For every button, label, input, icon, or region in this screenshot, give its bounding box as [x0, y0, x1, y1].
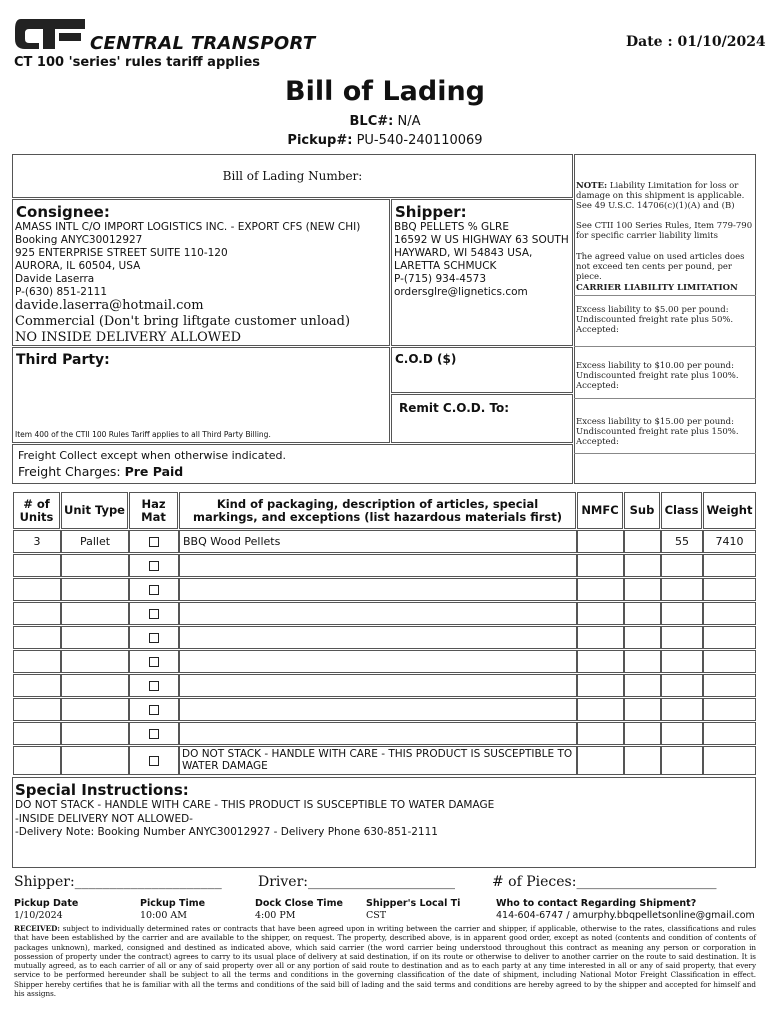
cell-class[interactable] — [661, 626, 703, 649]
received-terms — [14, 924, 756, 998]
liability-option-15[interactable]: Excess liability to $15.00 per pound: Undiscounted freight rate plus 150%. Accepted: — [576, 417, 739, 447]
page-title: Bill of Lading — [285, 76, 485, 107]
shipper-line: 16592 W US HIGHWAY 63 SOUTH — [394, 234, 569, 246]
cell-weight[interactable]: 7410 — [703, 530, 756, 553]
shipper-line: HAYWARD, WI 54843 USA, — [394, 247, 533, 259]
cell-class[interactable] — [661, 698, 703, 721]
pickup-date-value: 1/10/2024 — [14, 910, 63, 921]
cell-nmfc[interactable] — [577, 674, 624, 697]
cod-box[interactable] — [391, 347, 573, 393]
freight-charges-value: Pre Paid — [124, 464, 184, 479]
cell-nmfc[interactable] — [577, 650, 624, 673]
remit-cod-box[interactable] — [391, 394, 573, 443]
cell-type[interactable] — [61, 626, 129, 649]
cod-heading: C.O.D ($) — [395, 352, 457, 366]
pickup-time-value: 10:00 AM — [140, 910, 187, 921]
pieces-line[interactable]: # of Pieces:____________________ — [492, 874, 717, 890]
shipper-line: LARETTA SCHMUCK — [394, 260, 497, 272]
third-party-box — [12, 347, 390, 443]
special-instructions-text — [15, 799, 494, 840]
consignee-heading: Consignee: — [16, 203, 110, 221]
col-header-unit-type: Unit Type — [61, 492, 128, 529]
freight-collect-note: Freight Collect except when otherwise indicated. — [18, 449, 287, 462]
cell-nmfc[interactable] — [577, 698, 624, 721]
cell-desc[interactable] — [179, 650, 577, 673]
hazmat-checkbox[interactable] — [149, 537, 159, 547]
cell-type[interactable] — [61, 650, 129, 673]
hazmat-checkbox[interactable] — [149, 633, 159, 643]
cell-sub[interactable] — [624, 698, 661, 721]
col-header-nmfc: NMFC — [577, 492, 623, 529]
last-row-description[interactable]: DO NOT STACK - HANDLE WITH CARE - THIS PRODUCT IS SUSCEPTIBLE TO WATER DAMAGE — [179, 746, 577, 775]
hazmat-checkbox[interactable] — [149, 756, 159, 766]
consignee-line: P-(630) 851-2111 — [15, 286, 108, 298]
shipper-local-time-label: Shipper's Local Ti — [366, 898, 461, 909]
cell-weight[interactable] — [703, 722, 756, 745]
cell-sub[interactable] — [624, 722, 661, 745]
hazmat-checkbox[interactable] — [149, 705, 159, 715]
cell-type[interactable]: Pallet — [61, 530, 129, 553]
central-transport-logo — [15, 15, 87, 51]
cell-units[interactable] — [13, 602, 61, 625]
cell-weight[interactable] — [703, 698, 756, 721]
pickup-time-label: Pickup Time — [140, 898, 206, 909]
cell-nmfc[interactable] — [577, 626, 624, 649]
consignee-address — [15, 221, 360, 299]
contact-value: 414-604-6747 / amurphy.bbqpelletsonline@gmail.com — [496, 910, 755, 921]
cell-units[interactable] — [13, 698, 61, 721]
shipper-address — [394, 221, 569, 299]
date-label: Date : — [626, 34, 673, 50]
consignee-line: AURORA, IL 60504, USA — [15, 260, 141, 272]
cell-class[interactable] — [661, 578, 703, 601]
liability-agreed-value: The agreed value on used articles does not exceed ten cents per pound, per piece. — [576, 252, 745, 282]
liability-note — [576, 181, 756, 211]
shipper-heading: Shipper: — [395, 203, 467, 221]
shipper-line: ordersglre@lignetics.com — [394, 286, 528, 298]
cell-class[interactable] — [661, 674, 703, 697]
hazmat-checkbox[interactable] — [149, 681, 159, 691]
cell-units[interactable] — [13, 626, 61, 649]
cell-class[interactable] — [661, 650, 703, 673]
cell-type[interactable] — [61, 578, 129, 601]
hazmat-checkbox[interactable] — [149, 585, 159, 595]
cell-class[interactable]: 55 — [661, 530, 703, 553]
consignee-line: AMASS INTL C/O IMPORT LOGISTICS INC. - EXPORT CFS (NEW CHI) — [15, 221, 361, 233]
table-row — [13, 674, 756, 697]
freight-charges — [18, 464, 183, 479]
cell-sub[interactable] — [624, 650, 661, 673]
cell-type[interactable] — [61, 554, 129, 577]
remit-cod-heading: Remit C.O.D. To: — [399, 401, 510, 415]
cell-nmfc[interactable] — [577, 530, 624, 553]
cell-units[interactable] — [13, 674, 61, 697]
table-row — [13, 626, 756, 649]
cell-units[interactable] — [13, 650, 61, 673]
cell-weight[interactable] — [703, 602, 756, 625]
cell-nmfc[interactable] — [577, 602, 624, 625]
blc-value: N/A — [397, 114, 421, 129]
cell-type[interactable] — [61, 698, 129, 721]
consignee-line: 925 ENTERPRISE STREET SUITE 110-120 — [15, 247, 228, 259]
cell-class[interactable] — [661, 722, 703, 745]
cell-sub[interactable] — [624, 626, 661, 649]
consignee-note-inside: NO INSIDE DELIVERY ALLOWED — [15, 330, 242, 345]
cell-units[interactable] — [13, 722, 61, 745]
hazmat-checkbox[interactable] — [149, 609, 159, 619]
shipper-line: BBQ PELLETS % GLRE — [394, 221, 509, 233]
cell-units[interactable] — [13, 578, 61, 601]
pickup-label: Pickup#: — [287, 133, 353, 148]
consignee-note-liftgate: Commercial (Don't bring liftgate customer unload) — [15, 314, 351, 329]
cell-sub[interactable] — [624, 602, 661, 625]
cell-sub[interactable] — [624, 554, 661, 577]
cell-units[interactable] — [13, 554, 61, 577]
cell-sub[interactable] — [624, 674, 661, 697]
col-header-sub: Sub — [624, 492, 660, 529]
liability-rules: See CTII 100 Series Rules, Item 779-790 for specific carrier liability limits — [576, 221, 753, 241]
cell-weight[interactable] — [703, 674, 756, 697]
shipper-signature-line[interactable]: Shipper:_____________________ — [14, 874, 222, 890]
table-row — [13, 602, 756, 625]
consignee-line: Booking ANYC30012927 — [15, 234, 143, 246]
cell-sub[interactable] — [624, 578, 661, 601]
date-value: 01/10/2024 — [677, 34, 766, 50]
liability-note-label: NOTE: — [576, 181, 608, 191]
table-row — [13, 530, 756, 553]
special-line: -INSIDE DELIVERY NOT ALLOWED- — [15, 812, 193, 825]
cell-type[interactable] — [61, 722, 129, 745]
cell-type[interactable] — [61, 602, 129, 625]
received-label: RECEIVED: — [14, 924, 60, 933]
special-instructions-box — [12, 777, 756, 868]
cell-desc[interactable] — [179, 554, 577, 577]
blc-field — [0, 114, 770, 129]
cell-desc[interactable] — [179, 602, 577, 625]
cell-weight[interactable] — [703, 650, 756, 673]
contact-label: Who to contact Regarding Shipment? — [496, 898, 697, 909]
dock-close-value: 4:00 PM — [255, 910, 296, 921]
pickup-value: PU-540-240110069 — [356, 133, 483, 148]
tariff-note: CT 100 'series' rules tariff applies — [14, 55, 261, 70]
shipper-line: P-(715) 934-4573 — [394, 273, 487, 285]
cell-desc[interactable] — [179, 698, 577, 721]
blc-label: BLC#: — [349, 114, 394, 129]
cell-nmfc[interactable] — [577, 722, 624, 745]
cell-type[interactable] — [61, 674, 129, 697]
pickup-number-field — [0, 133, 770, 148]
cell-nmfc[interactable] — [577, 578, 624, 601]
carrier-liability-heading: CARRIER LIABILITY LIMITATION — [576, 283, 738, 293]
third-party-note: Item 400 of the CTII 100 Rules Tariff applies to all Third Party Billing. — [15, 430, 271, 439]
pickup-date-label: Pickup Date — [14, 898, 79, 909]
consignee-line: Davide Laserra — [15, 273, 95, 285]
company-name: CENTRAL TRANSPORT — [90, 33, 316, 54]
bol-number-label: Bill of Lading Number: — [222, 169, 363, 183]
hazmat-checkbox[interactable] — [149, 729, 159, 739]
cell-weight[interactable] — [703, 626, 756, 649]
special-line: -Delivery Note: Booking Number ANYC30012927 - Delivery Phone 630-851-2111 — [15, 826, 438, 838]
table-row — [13, 722, 756, 745]
table-row — [13, 698, 756, 721]
cell-nmfc[interactable] — [577, 554, 624, 577]
cell-class[interactable] — [661, 602, 703, 625]
table-row — [13, 554, 756, 577]
liability-option-10[interactable]: Excess liability to $10.00 per pound: Undiscounted freight rate plus 100%. Accepted: — [576, 361, 739, 391]
col-header-hazmat: Haz Mat — [129, 492, 178, 529]
cell-weight[interactable] — [703, 554, 756, 577]
consignee-box — [12, 199, 390, 346]
special-instructions-heading: Special Instructions: — [15, 781, 189, 799]
shipper-local-time-value: CST — [366, 910, 387, 921]
freight-box — [12, 444, 573, 484]
table-row — [13, 578, 756, 601]
cell-desc[interactable] — [179, 674, 577, 697]
consignee-notes — [15, 298, 350, 346]
cell-sub[interactable] — [624, 530, 661, 553]
col-header-units: # of Units — [13, 492, 60, 529]
driver-signature-line[interactable]: Driver:_____________________ — [258, 874, 455, 890]
date-field — [626, 34, 766, 50]
cell-desc[interactable] — [179, 578, 577, 601]
hazmat-checkbox[interactable] — [149, 561, 159, 571]
table-row — [13, 650, 756, 673]
freight-charges-label: Freight Charges: — [18, 464, 121, 479]
liability-option-5[interactable]: Excess liability to $5.00 per pound: Undiscounted freight rate plus 50%. Accepted: — [576, 305, 734, 335]
cell-desc[interactable] — [179, 722, 577, 745]
shipper-box — [391, 199, 573, 346]
consignee-email: davide.laserra@hotmail.com — [15, 298, 204, 313]
cell-desc[interactable] — [179, 626, 577, 649]
table-row-last — [13, 746, 756, 775]
bol-number-box[interactable] — [12, 154, 573, 198]
special-line: DO NOT STACK - HANDLE WITH CARE - THIS PRODUCT IS SUSCEPTIBLE TO WATER DAMAGE — [15, 799, 495, 811]
dock-close-label: Dock Close Time — [255, 898, 343, 909]
received-text: subject to individually determined rates or contracts that have been agreed upon in writing between the carrier and shipper, if applicable, otherwise to the rates, classifications and rules that have been established by the carrier and are available to the shipper, on request. The property, described above, is in apparent good order, except as noted (contents and condition of contents of packages unknown), marked, consigned and destined as indicated above, which said carrier (the word carrier being understood throughout this contract as meaning any person or corporation in possession of property under the contract) agrees to carry to its usual place of delivery at said destination, if on its route or otherwise to deliver to another carrier on the route to said destination. It is mutually agreed, as to each carrier of all or any of said property over all or any portion of said route to destination and as to each party at any time interested in all or any of said property, that every service to be performed hereunder shall be subject to all the terms and conditions in the governing classification of the date of shipment, including National Motor Freight Classification in effect. Shipper hereby certifies that he is familiar with all the terms and conditions of the said bill of lading and the said terms and conditions are hereby agreed to by the shipper and accepted for himself and his assigns. — [14, 924, 756, 999]
hazmat-checkbox[interactable] — [149, 657, 159, 667]
cell-desc[interactable]: BBQ Wood Pellets — [179, 530, 577, 553]
col-header-class: Class — [661, 492, 702, 529]
third-party-heading: Third Party: — [16, 352, 110, 368]
cell-units[interactable]: 3 — [13, 530, 61, 553]
liability-note-text: Liability Limitation for loss or damage on this shipment is applicable. See 49 U.S.C. 14706(c)(1)(A) and (B) — [576, 181, 745, 211]
cell-class[interactable] — [661, 554, 703, 577]
col-header-description: Kind of packaging, description of articles, special markings, and exceptions (list hazardous materials first) — [179, 492, 576, 529]
col-header-weight: Weight — [703, 492, 756, 529]
cell-weight[interactable] — [703, 578, 756, 601]
